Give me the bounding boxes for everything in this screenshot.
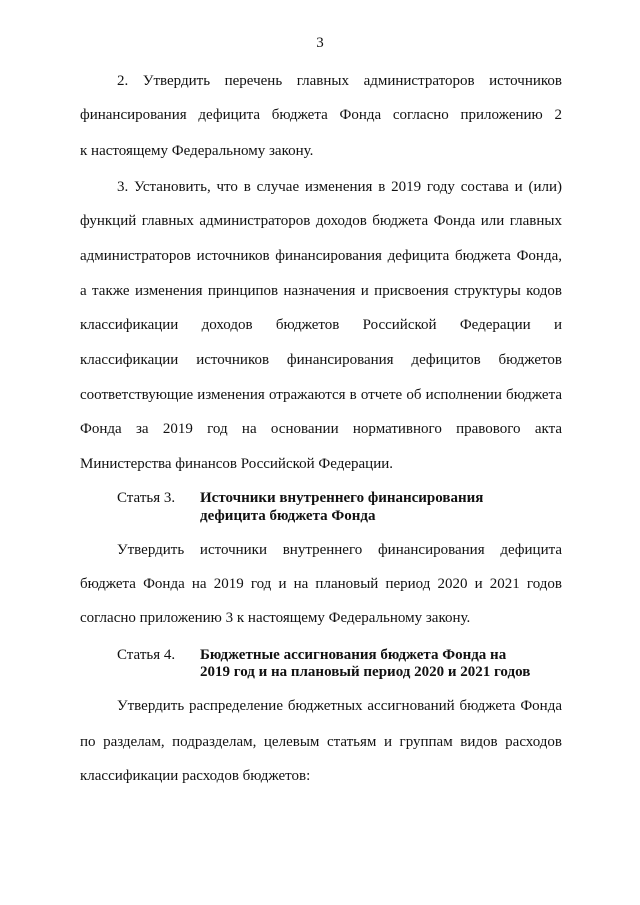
article-3-body-line-1: Утвердить источники внутреннего финансирования дефицита — [117, 542, 562, 558]
article-3-body-line-2: бюджета Фонда на 2019 год и на плановый период 2020 и 2021 годов — [80, 576, 562, 592]
paragraph-3-line-4: а также изменения принципов назначения и присвоения структуры кодов — [80, 283, 562, 299]
article-4-body-line-1: Утвердить распределение бюджетных ассигнований бюджета Фонда — [117, 698, 562, 714]
paragraph-3-line-8: Фонда за 2019 год на основании нормативного правового акта — [80, 421, 562, 437]
paragraph-3-line-2: функций главных администраторов доходов бюджета Фонда или главных — [80, 213, 562, 229]
paragraph-3-line-6: классификации источников финансирования дефицитов бюджетов — [80, 352, 562, 368]
paragraph-2-line-1: 2. Утвердить перечень главных администраторов источников — [117, 73, 562, 89]
article-3-body-line-3: согласно приложению 3 к настоящему Федеральному закону. — [80, 610, 471, 626]
article-4-label: Статья 4. — [117, 647, 176, 663]
page-number: 3 — [316, 35, 324, 51]
paragraph-2-line-2: финансирования дефицита бюджета Фонда согласно приложению 2 — [80, 107, 562, 123]
article-4-title-line-1: Бюджетные ассигнования бюджета Фонда на — [200, 647, 507, 663]
paragraph-2-line-3: к настоящему Федеральному закону. — [80, 143, 314, 159]
article-3-title-line-1: Источники внутреннего финансирования — [200, 490, 484, 506]
paragraph-3-line-7: соответствующие изменения отражаются в отчете об исполнении бюджета — [80, 387, 562, 403]
article-3-label: Статья 3. — [117, 490, 176, 506]
article-4-title-line-2: 2019 год и на плановый период 2020 и 2021 годов — [200, 664, 531, 680]
paragraph-3-line-9: Министерства финансов Российской Федерации. — [80, 456, 394, 472]
article-3-title-line-2: дефицита бюджета Фонда — [200, 508, 376, 524]
paragraph-3-line-3: администраторов источников финансирования дефицита бюджета Фонда, — [80, 248, 562, 264]
paragraph-3-line-5: классификации доходов бюджетов Российской Федерации и — [80, 317, 562, 333]
paragraph-3-line-1: 3. Установить, что в случае изменения в 2019 году состава и (или) — [117, 179, 562, 195]
article-4-body-line-3: классификации расходов бюджетов: — [80, 768, 311, 784]
article-4-body-line-2: по разделам, подразделам, целевым статьям и группам видов расходов — [80, 734, 562, 750]
